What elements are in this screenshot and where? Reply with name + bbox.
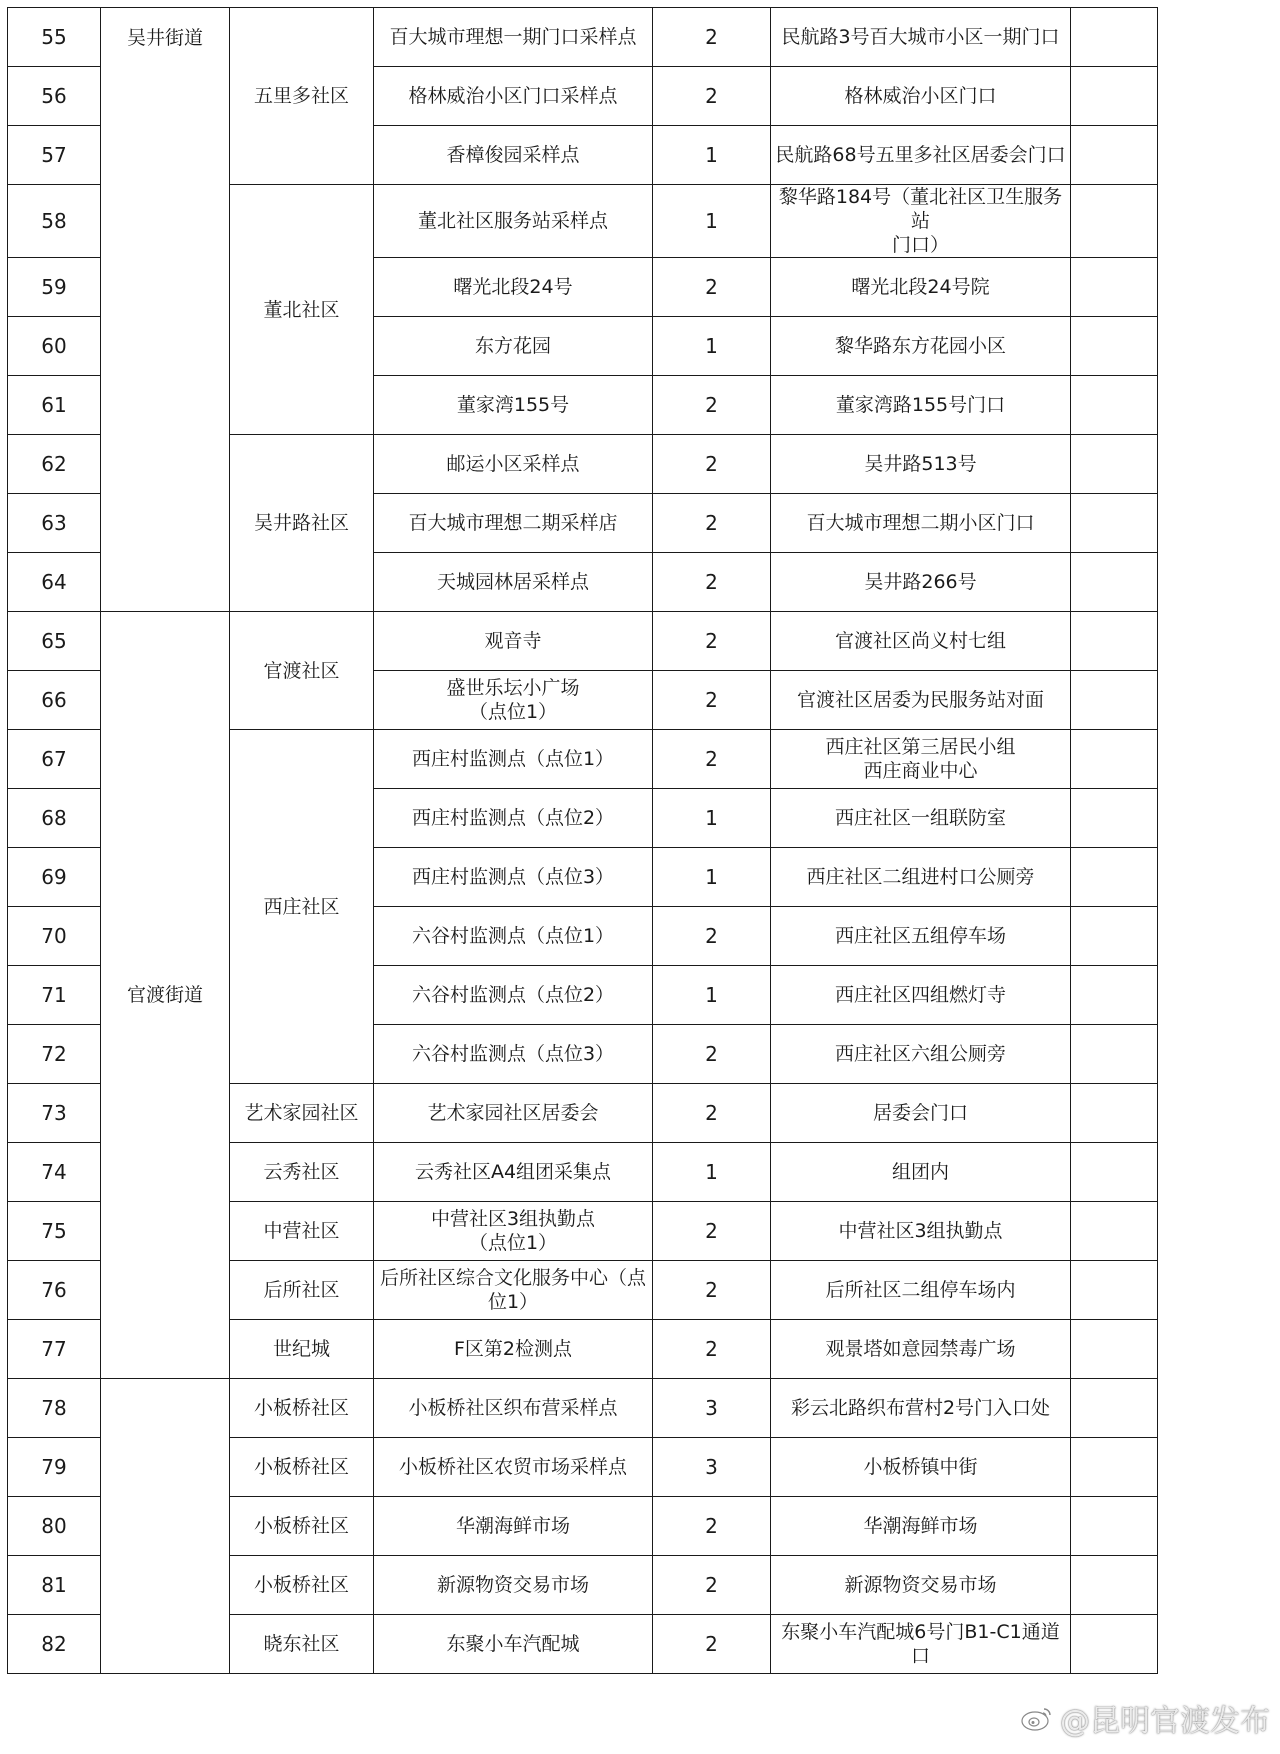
site-cell: 西庄村监测点（点位3）: [374, 848, 653, 907]
count-cell: 1: [653, 789, 771, 848]
note-cell: [1071, 671, 1158, 730]
site-cell: 观音寺: [374, 612, 653, 671]
address-cell: 西庄社区六组公厕旁: [771, 1025, 1071, 1084]
row-index: 79: [8, 1438, 101, 1497]
community-cell: 西庄社区: [230, 730, 374, 1084]
count-cell: 2: [653, 1556, 771, 1615]
address-cell: 中营社区3组执勤点: [771, 1202, 1071, 1261]
address-cell: 民航路3号百大城市小区一期门口: [771, 8, 1071, 67]
row-index: 78: [8, 1379, 101, 1438]
count-cell: 2: [653, 1320, 771, 1379]
address-cell: 西庄社区五组停车场: [771, 907, 1071, 966]
site-cell: 香樟俊园采样点: [374, 126, 653, 185]
street-cell: [101, 1379, 230, 1674]
site-line: （点位1）: [468, 701, 558, 723]
note-cell: [1071, 1025, 1158, 1084]
note-cell: [1071, 1320, 1158, 1379]
table-row: [8, 612, 1158, 671]
address-line: 西庄社区第三居民小组: [825, 736, 1016, 758]
note-cell: [1071, 8, 1158, 67]
community-cell: 云秀社区: [230, 1143, 374, 1202]
community-cell: 吴井路社区: [230, 435, 374, 612]
row-index: 56: [8, 67, 101, 126]
community-cell: 后所社区: [230, 1261, 374, 1320]
count-cell: 3: [653, 1379, 771, 1438]
count-cell: 2: [653, 376, 771, 435]
count-cell: 2: [653, 1615, 771, 1674]
address-cell: 民航路68号五里多社区居委会门口: [771, 126, 1071, 185]
address-cell: 观景塔如意园禁毒广场: [771, 1320, 1071, 1379]
row-index: 72: [8, 1025, 101, 1084]
address-cell: 小板桥镇中街: [771, 1438, 1071, 1497]
address-cell: 西庄社区四组燃灯寺: [771, 966, 1071, 1025]
note-cell: [1071, 1143, 1158, 1202]
note-cell: [1071, 848, 1158, 907]
note-cell: [1071, 258, 1158, 317]
note-cell: [1071, 1497, 1158, 1556]
address-cell: 吴井路513号: [771, 435, 1071, 494]
street-cell: 官渡街道: [101, 612, 230, 1379]
community-cell: 五里多社区: [230, 8, 374, 185]
address-cell: 官渡社区居委为民服务站对面: [771, 671, 1071, 730]
site-cell: 曙光北段24号: [374, 258, 653, 317]
count-cell: 2: [653, 1025, 771, 1084]
count-cell: 2: [653, 671, 771, 730]
community-cell: 晓东社区: [230, 1615, 374, 1674]
site-cell: F区第2检测点: [374, 1320, 653, 1379]
table-row: [8, 1379, 1158, 1438]
site-cell: 东方花园: [374, 317, 653, 376]
row-index: 82: [8, 1615, 101, 1674]
site-cell: 百大城市理想二期采样店: [374, 494, 653, 553]
community-cell: 官渡社区: [230, 612, 374, 730]
address-line: 黎华路184号（董北社区卫生服务站: [778, 186, 1063, 232]
count-cell: 1: [653, 185, 771, 258]
count-cell: 2: [653, 494, 771, 553]
address-cell: 吴井路266号: [771, 553, 1071, 612]
address-cell: 后所社区二组停车场内: [771, 1261, 1071, 1320]
address-cell: 西庄社区二组进村口公厕旁: [771, 848, 1071, 907]
count-cell: 1: [653, 966, 771, 1025]
count-cell: 1: [653, 317, 771, 376]
site-cell: 天城园林居采样点: [374, 553, 653, 612]
row-index: 62: [8, 435, 101, 494]
address-cell: 东聚小车汽配城6号门B1-C1通道口: [771, 1615, 1071, 1674]
count-cell: 1: [653, 848, 771, 907]
row-index: 63: [8, 494, 101, 553]
count-cell: 2: [653, 907, 771, 966]
site-cell: 六谷村监测点（点位1）: [374, 907, 653, 966]
count-cell: 2: [653, 67, 771, 126]
community-cell: 世纪城: [230, 1320, 374, 1379]
row-index: 64: [8, 553, 101, 612]
weibo-watermark: [1020, 1696, 1270, 1740]
row-index: 70: [8, 907, 101, 966]
site-cell: 华潮海鲜市场: [374, 1497, 653, 1556]
community-cell: 艺术家园社区: [230, 1084, 374, 1143]
address-line: 门口）: [891, 234, 949, 256]
row-index: 71: [8, 966, 101, 1025]
weibo-icon: [1020, 1704, 1054, 1732]
site-cell: 六谷村监测点（点位2）: [374, 966, 653, 1025]
count-cell: 1: [653, 1143, 771, 1202]
address-cell: 西庄社区一组联防室: [771, 789, 1071, 848]
site-cell: 董家湾155号: [374, 376, 653, 435]
address-cell: 组团内: [771, 1143, 1071, 1202]
row-index: 59: [8, 258, 101, 317]
note-cell: [1071, 126, 1158, 185]
community-cell: 中营社区: [230, 1202, 374, 1261]
community-cell: 董北社区: [230, 185, 374, 435]
site-cell: 百大城市理想一期门口采样点: [374, 8, 653, 67]
site-cell: 艺术家园社区居委会: [374, 1084, 653, 1143]
site-cell: 西庄村监测点（点位2）: [374, 789, 653, 848]
community-cell: 小板桥社区: [230, 1438, 374, 1497]
address-cell: [771, 185, 1071, 258]
note-cell: [1071, 185, 1158, 258]
row-index: 60: [8, 317, 101, 376]
site-cell: 西庄村监测点（点位1）: [374, 730, 653, 789]
site-cell: 东聚小车汽配城: [374, 1615, 653, 1674]
row-index: 57: [8, 126, 101, 185]
note-cell: [1071, 376, 1158, 435]
address-cell: 百大城市理想二期小区门口: [771, 494, 1071, 553]
row-index: 69: [8, 848, 101, 907]
row-index: 68: [8, 789, 101, 848]
address-cell: 董家湾路155号门口: [771, 376, 1071, 435]
address-cell: 官渡社区尚义村七组: [771, 612, 1071, 671]
count-cell: 2: [653, 435, 771, 494]
address-cell: 新源物资交易市场: [771, 1556, 1071, 1615]
note-cell: [1071, 1379, 1158, 1438]
count-cell: 2: [653, 1497, 771, 1556]
row-index: 65: [8, 612, 101, 671]
site-cell: 小板桥社区织布营采样点: [374, 1379, 653, 1438]
watermark-text: @昆明官渡发布: [1060, 1704, 1270, 1739]
row-index: 74: [8, 1143, 101, 1202]
row-index: 80: [8, 1497, 101, 1556]
count-cell: 2: [653, 258, 771, 317]
address-line: 西庄商业中心: [863, 760, 978, 782]
note-cell: [1071, 494, 1158, 553]
row-index: 75: [8, 1202, 101, 1261]
address-cell: 彩云北路织布营村2号门入口处: [771, 1379, 1071, 1438]
site-cell: [374, 1202, 653, 1261]
address-cell: 格林威治小区门口: [771, 67, 1071, 126]
table-row: [8, 8, 1158, 67]
note-cell: [1071, 1261, 1158, 1320]
site-cell: 后所社区综合文化服务中心（点位1）: [374, 1261, 653, 1320]
note-cell: [1071, 1084, 1158, 1143]
note-cell: [1071, 67, 1158, 126]
note-cell: [1071, 966, 1158, 1025]
community-cell: 小板桥社区: [230, 1497, 374, 1556]
community-cell: 小板桥社区: [230, 1379, 374, 1438]
row-index: 61: [8, 376, 101, 435]
site-line: 盛世乐坛小广场: [446, 677, 580, 699]
address-cell: 黎华路东方花园小区: [771, 317, 1071, 376]
count-cell: 3: [653, 1438, 771, 1497]
note-cell: [1071, 612, 1158, 671]
note-cell: [1071, 317, 1158, 376]
note-cell: [1071, 1615, 1158, 1674]
site-line: （点位1）: [468, 1232, 558, 1254]
count-cell: 2: [653, 1202, 771, 1261]
note-cell: [1071, 730, 1158, 789]
count-cell: 1: [653, 126, 771, 185]
note-cell: [1071, 1438, 1158, 1497]
note-cell: [1071, 789, 1158, 848]
address-cell: 曙光北段24号院: [771, 258, 1071, 317]
count-cell: 2: [653, 553, 771, 612]
row-index: 76: [8, 1261, 101, 1320]
site-cell: 邮运小区采样点: [374, 435, 653, 494]
count-cell: 2: [653, 1261, 771, 1320]
street-cell: 吴井街道: [101, 8, 230, 612]
count-cell: 2: [653, 612, 771, 671]
note-cell: [1071, 907, 1158, 966]
note-cell: [1071, 435, 1158, 494]
count-cell: 2: [653, 8, 771, 67]
row-index: 58: [8, 185, 101, 258]
row-index: 73: [8, 1084, 101, 1143]
row-index: 66: [8, 671, 101, 730]
row-index: 81: [8, 1556, 101, 1615]
note-cell: [1071, 1556, 1158, 1615]
note-cell: [1071, 1202, 1158, 1261]
site-cell: 董北社区服务站采样点: [374, 185, 653, 258]
site-cell: 六谷村监测点（点位3）: [374, 1025, 653, 1084]
row-index: 67: [8, 730, 101, 789]
address-cell: 华潮海鲜市场: [771, 1497, 1071, 1556]
community-cell: 小板桥社区: [230, 1556, 374, 1615]
site-cell: 云秀社区A4组团采集点: [374, 1143, 653, 1202]
site-cell: 新源物资交易市场: [374, 1556, 653, 1615]
address-cell: [771, 730, 1071, 789]
site-cell: 格林威治小区门口采样点: [374, 67, 653, 126]
sampling-sites-table: [7, 7, 1158, 1674]
count-cell: 2: [653, 1084, 771, 1143]
site-cell: 小板桥社区农贸市场采样点: [374, 1438, 653, 1497]
site-line: 中营社区3组执勤点: [430, 1208, 596, 1230]
row-index: 55: [8, 8, 101, 67]
count-cell: 2: [653, 730, 771, 789]
note-cell: [1071, 553, 1158, 612]
row-index: 77: [8, 1320, 101, 1379]
address-cell: 居委会门口: [771, 1084, 1071, 1143]
site-cell: [374, 671, 653, 730]
